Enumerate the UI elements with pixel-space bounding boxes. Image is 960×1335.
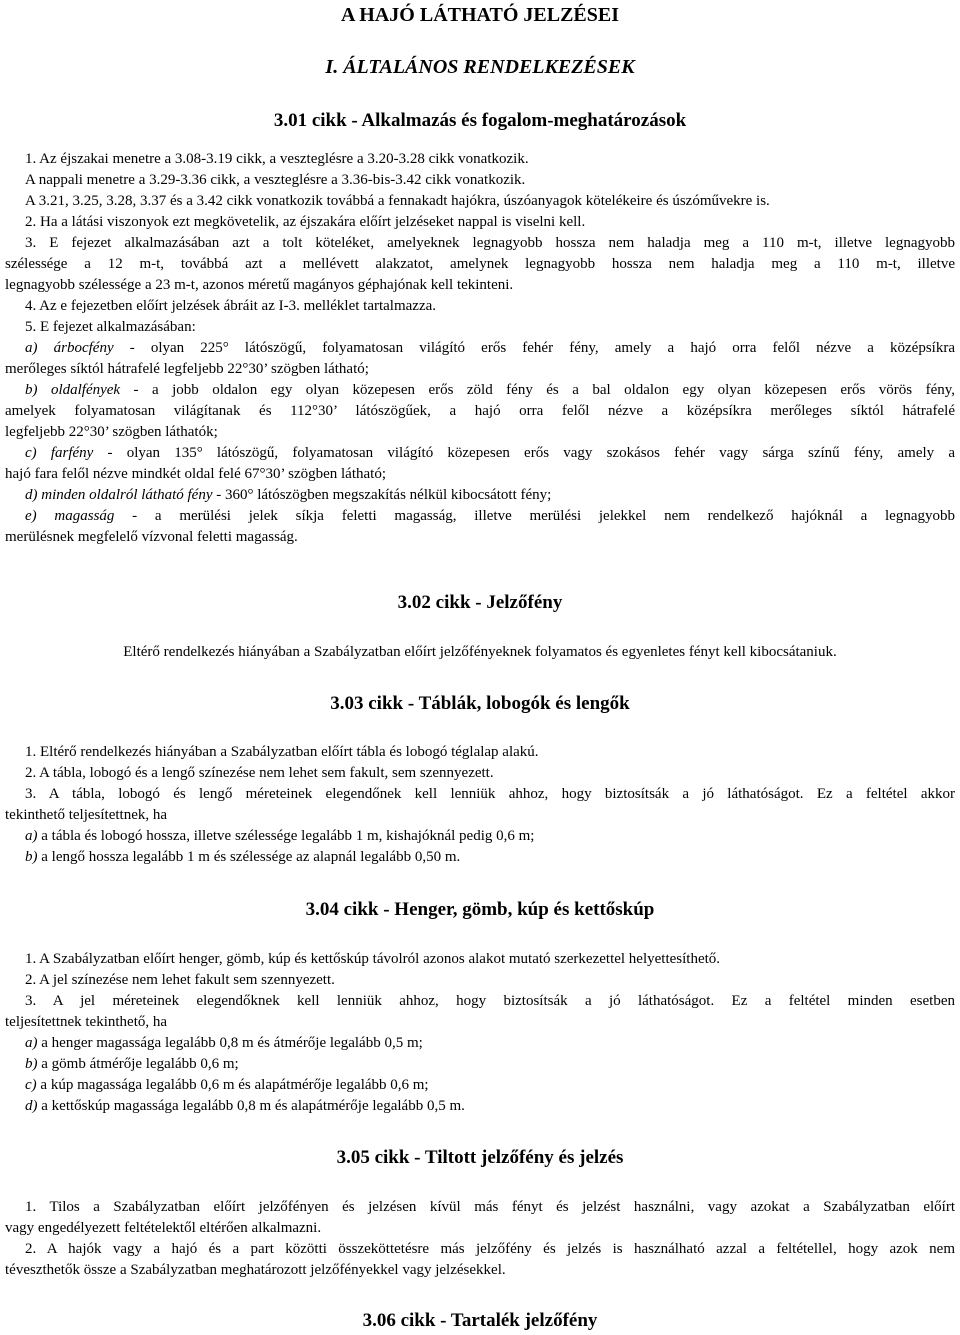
section-heading-3-02: 3.02 cikk - Jelzőfény xyxy=(397,592,563,613)
paragraph-line: 4. Az e fejezetben előírt jelzések ábráit az I-3. melléklet tartalmazza. xyxy=(25,298,437,314)
list-text: a henger magassága legalább 0,8 m és átmérője legalább 0,5 m; xyxy=(37,1035,423,1051)
section-heading-3-06: 3.06 cikk - Tartalék jelzőfény xyxy=(362,1310,598,1331)
definition-e xyxy=(5,506,955,527)
paragraph-line: merőleges síktól hátrafelé legfeljebb 22°30’ szögben látható; xyxy=(5,361,369,377)
definition-text: - a jobb oldalon egy olyan közepesen erős zöld fény és a bal oldalon egy olyan közepesen erős vörös fény, xyxy=(120,382,956,398)
paragraph-line: vagy engedélyezett feltételektől eltérően alkalmazni. xyxy=(5,1220,322,1236)
list-marker: b) xyxy=(25,1056,38,1072)
definition-text: - a merülési jelek síkja feletti magasság, illetve merülési jelekkel nem rendelkező hajóknál a legnagyobb xyxy=(114,508,955,524)
list-marker: b) xyxy=(25,849,38,865)
paragraph-line: 1. Tilos a Szabályzatban előírt jelzőfényen és jelzésen kívül más fényt és jelzést használni, vagy azokat a Szabályzatban előírt xyxy=(25,1199,955,1215)
paragraph-line: szélessége a 12 m-t, továbbá azt a mellévett alakzatot, amelynek legnagyobb hossza nem haladja meg a 110 m-t, illetve xyxy=(5,256,955,272)
section-3-03-body xyxy=(5,742,955,868)
section-3-01-body xyxy=(5,149,955,548)
definition-a xyxy=(5,338,955,359)
paragraph-line: 3. E fejezet alkalmazásában azt a tolt köteléket, amelyeknek legnagyobb hossza nem haladja meg a 110 m-t, illetve legnagyobb xyxy=(25,235,955,251)
paragraph-line: tekinthető teljesítettnek, ha xyxy=(5,807,168,823)
section-heading-3-05: 3.05 cikk - Tiltott jelzőfény és jelzés xyxy=(336,1147,624,1168)
definition-text: - 360° látószögben megszakítás nélkül kibocsátott fény; xyxy=(212,487,552,503)
paragraph-line: 5. E fejezet alkalmazásában: xyxy=(25,319,196,335)
definition-term: e) magasság xyxy=(25,508,115,524)
list-marker: a) xyxy=(25,1035,38,1051)
paragraph-line: legnagyobb szélessége a 23 m-t, azonos méretű magányos géphajónak kell tekinteni. xyxy=(5,277,514,293)
definition-term: a) árbocfény xyxy=(25,340,114,356)
section-3-05-body xyxy=(5,1197,955,1281)
definition-d xyxy=(5,485,955,506)
list-text: a kettőskúp magassága legalább 0,8 m és alapátmérője legalább 0,5 m. xyxy=(37,1098,465,1114)
list-item-b xyxy=(5,847,955,868)
section-3-04-body xyxy=(5,949,955,1117)
list-item-a xyxy=(5,1033,955,1054)
list-text: a lengő hossza legalább 1 m és szélessége az alapnál legalább 0,50 m. xyxy=(37,849,461,865)
section-heading-3-04: 3.04 cikk - Henger, gömb, kúp és kettőskúp xyxy=(305,899,655,920)
definition-term: b) oldalfények xyxy=(25,382,121,398)
paragraph-line: 2. A tábla, lobogó és a lengő színezése nem lehet sem fakult, sem szennyezett. xyxy=(25,765,494,781)
list-marker: a) xyxy=(25,828,38,844)
paragraph-line: 1. Eltérő rendelkezés hiányában a Szabályzatban előírt tábla és lobogó téglalap alakú. xyxy=(25,744,539,760)
list-marker: c) xyxy=(25,1077,37,1093)
part-title: I. ÁLTALÁNOS RENDELKEZÉSEK xyxy=(325,56,635,78)
section-3-02-text: Eltérő rendelkezés hiányában a Szabályzatban előírt jelzőfényeknek folyamatos és egyenletes fényt kell kibocsátaniuk. xyxy=(123,644,837,660)
definition-term: d) minden oldalról látható fény xyxy=(25,487,213,503)
list-text: a tábla és lobogó hossza, illetve szélessége legalább 1 m, kishajóknál pedig 0,6 m; xyxy=(37,828,535,844)
paragraph-line: hajó fara felől nézve mindkét oldal felé 67°30’ szögben látható; xyxy=(5,466,386,482)
document-title: A HAJÓ LÁTHATÓ JELZÉSEI xyxy=(340,4,620,26)
paragraph-line: A 3.21, 3.25, 3.28, 3.37 és a 3.42 cikk vonatkozik továbbá a fennakadt hajókra, úszóanyagok kötelékeire és úszóművekre is. xyxy=(25,193,770,209)
definition-text: - olyan 225° látószögű, folyamatosan világító erős fehér fény, amely a hajó orra felől nézve a középsíkra xyxy=(113,340,955,356)
definition-term: c) farfény xyxy=(25,445,94,461)
definition-b xyxy=(5,380,955,401)
paragraph-line: 2. A hajók vagy a hajó és a part közötti összeköttetésre más jelzőfény és jelzés is használható azzal a feltétellel, hogy azok nem xyxy=(25,1241,955,1257)
definition-c xyxy=(5,443,955,464)
paragraph-line: 3. A tábla, lobogó és lengő méreteinek elegendőnek kell lenniük ahhoz, hogy biztosítsák a jó láthatóságot. Ez a feltétel akkor xyxy=(25,786,955,802)
list-item-d xyxy=(5,1096,955,1117)
section-heading-3-03: 3.03 cikk - Táblák, lobogók és lengők xyxy=(330,693,630,714)
paragraph-line: 1. Az éjszakai menetre a 3.08-3.19 cikk, a veszteglésre a 3.20-3.28 cikk vonatkozik. xyxy=(25,151,529,167)
paragraph-line: legfeljebb 22°30’ szögben láthatók; xyxy=(5,424,218,440)
definition-text: - olyan 135° látószögű, folyamatosan világító közepesen erős vagy szokásos fehér vagy sárga színű fény, amely a xyxy=(93,445,955,461)
paragraph-line: merülésnek megfelelő vízvonal feletti magasság. xyxy=(5,529,298,545)
paragraph-line: A nappali menetre a 3.29-3.36 cikk, a veszteglésre a 3.36-bis-3.42 cikk vonatkozik. xyxy=(25,172,526,188)
list-text: a gömb átmérője legalább 0,6 m; xyxy=(37,1056,239,1072)
paragraph-line: 1. A Szabályzatban előírt henger, gömb, kúp és kettőskúp távolról azonos alakot mutató szerkezettel helyettesíthető. xyxy=(25,951,721,967)
list-item-c xyxy=(5,1075,955,1096)
paragraph-line: téveszthetők össze a Szabályzatban meghatározott jelzőfényekkel vagy jelzésekkel. xyxy=(5,1262,506,1278)
paragraph-line: 2. Ha a látási viszonyok ezt megkövetelik, az éjszakára előírt jelzéseket nappal is viselni kell. xyxy=(25,214,586,230)
paragraph-line: teljesítettnek tekinthető, ha xyxy=(5,1014,168,1030)
section-heading-3-01: 3.01 cikk - Alkalmazás és fogalom-meghatározások xyxy=(273,110,687,131)
list-text: a kúp magassága legalább 0,6 m és alapátmérője legalább 0,6 m; xyxy=(36,1077,429,1093)
list-item-a xyxy=(5,826,955,847)
paragraph-line: 3. A jel méreteinek elegendőknek kell lenniük ahhoz, hogy biztosítsák a jó láthatóságot. Ez a feltétel minden esetben xyxy=(25,993,955,1009)
paragraph-line: amelyek folyamatosan világítanak és 112°30’ látószögűek, a hajó orra felől nézve a középsíkra merőleges síktól hátrafelé xyxy=(5,403,955,419)
paragraph-line: 2. A jel színezése nem lehet fakult sem szennyezett. xyxy=(25,972,335,988)
list-item-b xyxy=(5,1054,955,1075)
list-marker: d) xyxy=(25,1098,38,1114)
